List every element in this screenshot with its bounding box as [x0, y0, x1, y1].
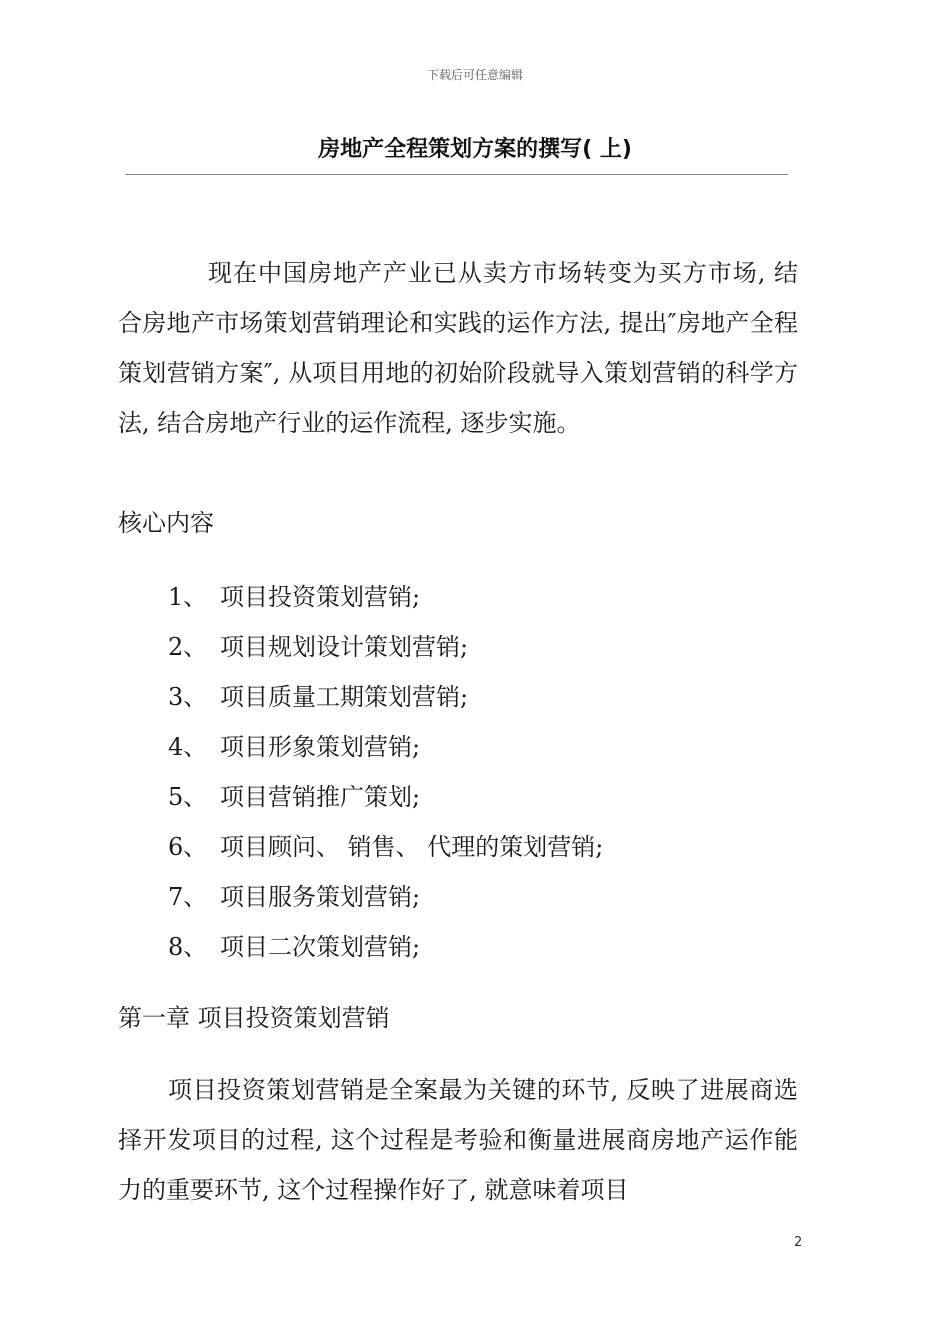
list-item [168, 572, 603, 622]
list-item-text: 项目营销推广策划; [220, 783, 421, 811]
list-item-text: 项目形象策划营销; [220, 733, 421, 761]
list-item [168, 822, 603, 872]
list-item-number: 4、 [168, 733, 208, 761]
list-item-number: 3、 [168, 683, 208, 711]
list-item-text: 项目投资策划营销; [220, 583, 421, 611]
list-item-text: 项目质量工期策划营销; [220, 683, 469, 711]
list-item-number: 6、 [168, 833, 208, 861]
list-item-number: 5、 [168, 783, 208, 811]
list-item-number: 8、 [168, 933, 208, 961]
core-content-list [168, 572, 603, 972]
list-item-text: 项目二次策划营销; [220, 933, 421, 961]
list-item [168, 922, 603, 972]
list-item-text: 项目规划设计策划营销; [220, 633, 469, 661]
list-item [168, 672, 603, 722]
chapter-paragraph: 项目投资策划营销是全案最为关键的环节, 反映了进展商选择开发项目的过程, 这个过程是考验和衡量进展商房地产运作能力的重要环节, 这个过程操作好了, 就意味着项目 [118, 1076, 798, 1204]
list-item [168, 722, 603, 772]
list-item-number: 2、 [168, 633, 208, 661]
document-title: 房地产全程策划方案的撰写( 上) [318, 137, 632, 162]
title-divider [125, 174, 788, 175]
header-note: 下载后可任意编辑 [426, 68, 523, 82]
intro-paragraph: 现在中国房地产产业已从卖方市场转变为买方市场, 结合房地产市场策划营销理论和实践的运作方法, 提出″房地产全程策划营销方案″, 从项目用地的初始阶段就导入策划营销的科学方法, 结合房地产行业的运作流程, 逐步实施。 [118, 259, 798, 437]
list-item [168, 622, 603, 672]
list-item-text: 项目服务策划营销; [220, 883, 421, 911]
list-item [168, 772, 603, 822]
chapter-heading: 第一章 项目投资策划营销 [118, 1004, 390, 1032]
list-item-number: 7、 [168, 883, 208, 911]
list-item [168, 872, 603, 922]
core-content-heading: 核心内容 [118, 509, 214, 537]
page-number: 2 [794, 1235, 803, 1250]
list-item-text: 项目顾问、 销售、 代理的策划营销; [220, 833, 604, 861]
list-item-number: 1、 [168, 583, 208, 611]
